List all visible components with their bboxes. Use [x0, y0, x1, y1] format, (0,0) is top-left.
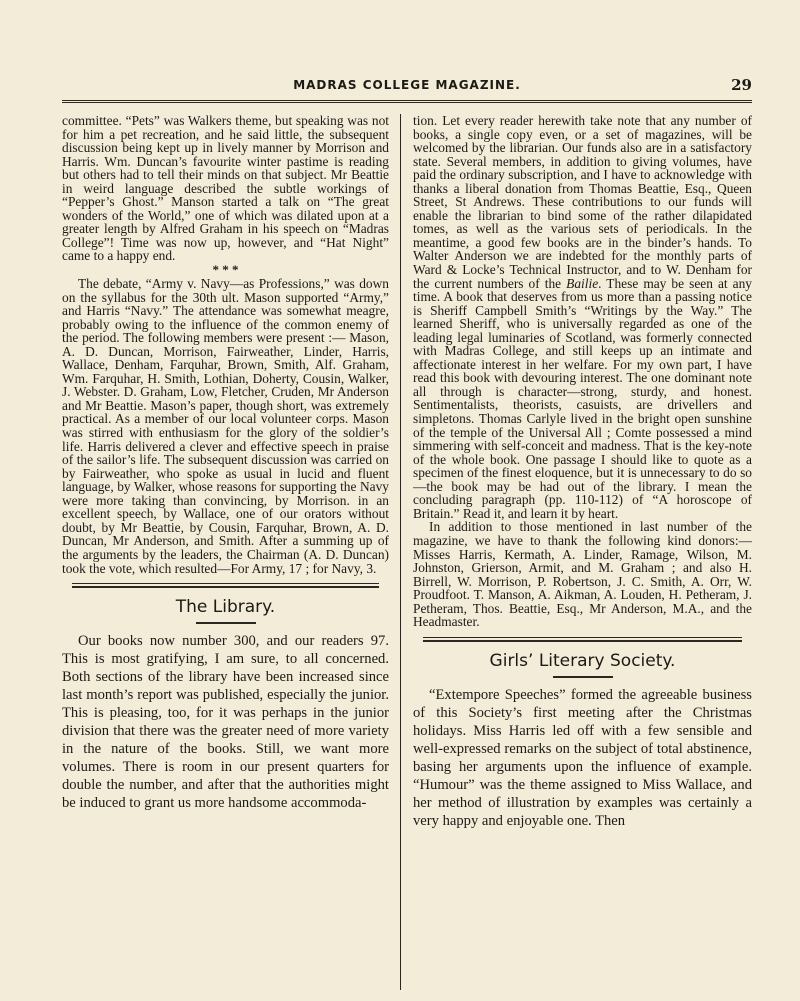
library-continuation-text: tion. Let every reader herewith take note that any number of books, a single copy even, or a set of magazines, will be welcomed by the librarian. Our funds also are in a satisfactory state. Several members, in addition to giving volumes, have paid the ordinary subscription, and I have to acknowledge with thanks a liberal donation from Thomas Beattie, Esq., Queen Street, St Andrews. These contributions to our funds will enable the librarian to bind some of the rather dilapidated tomes, as well as the various sets of periodicals. In the meantime, a good few books are in the binder’s hands. To Walter Anderson we are indebted for the monthly parts of Ward & Locke’s Technical Instructor, and to W. Denham for the current numbers of the — [413, 114, 752, 291]
page-header — [62, 70, 752, 103]
section-break-stars: * * * — [212, 262, 239, 278]
double-rule — [423, 637, 742, 642]
library-text — [62, 632, 389, 812]
running-title: MADRAS COLLEGE MAGAZINE. — [293, 78, 521, 92]
page-number: 29 — [731, 76, 752, 94]
library-continuation-text-2: . These may be seen at any time. A book that deserves from us more than a passing notice is Sheriff Campbell Smith’s “Writings by the Way.” The learned Sheriff, who is universally regarded as one of the leading legal luminaries of Scotland, was formerly connected with Madras College, and still keeps up an intimate and affectionate interest in her welfare. For my own part, I have read this book with devouring interest. The one dominant note all through is character—strong, sturdy, and honest. Sentimentalists, theorists, casuists, are drivellers and simpletons. Thomas Carlyle lived in the bright open sunshine of the temple of the Universal All ; Comte possessed a mind simmering with self-conceit and madness. That is the key-note of the whole book. One passage I should like to quote as a specimen of the finest eloquence, but it is unnecessary to do so—the book may be had out of the library. I mean the concluding paragraph (pp. 110-112) of “A horoscope of Britain.” Read it, and learn it by heart. — [413, 275, 752, 521]
magazine-page — [62, 70, 752, 990]
debate-paragraph: The debate, “Army v. Navy—as Professions,” was down on the syllabus for the 30th ult. Mason supported “Army,” and Harris “Navy.” The attendance was somewhat meagre, probably owing to the influence of the common enemy of the period. The following members were present :— Mason, A. D. Duncan, Morrison, Fairweather, Linder, Harris, Wallace, Denham, Farquhar, Brown, Smith, Alf. Graham, Wm. Farquhar, H. Smith, Lothian, Doherty, Cousin, Walker, J. Webster. D. Graham, Low, Fletcher, Cruden, Mr Anderson and Mr Beattie. Mason’s paper, though short, was extremely practical. As a member of our local volunteer corps. Mason was stirred with enthusiasm for the glory of the soldier’s life. Harris delivered a clever and effective speech in praise of the sailor’s life. The subsequent discussion was carried on by Fairweather, who spoke as usual in lucid and fluent language, by Walker, whose reasons for supporting the Navy were more taking than convincing, by Morrison. in an excellent speech, by Wallace, one of our orators without doubt, by Mr Beattie, by Cousin, Farquhar, Brown, A. D. Duncan, Mr Anderson, and Smith. After a summing up of the arguments by the leaders, the Chairman (A. D. Duncan) took the vote, which resulted—For Army, 17 ; for Navy, 3. — [62, 276, 389, 576]
bailie-title: Bailie — [566, 275, 599, 291]
society-heading-block — [413, 637, 752, 678]
double-rule — [72, 583, 379, 588]
hat-night-paragraph: committee. “Pets” was Walkers theme, but speaking was not for him a pet recreation, and he said little, the subsequent discussion being kept up in lively manner by Morrison and Harris. Wm. Duncan’s favourite winter pastime is reading but others had to tell their minds on that subject. Mr Beattie in weird language described the subtle workings of “Pepper’s Ghost.” Manson started a talk on “The great wonders of the World,” one of which was dilated upon at a greater length by Alfred Graham in his speech on “Madras College”! Time was now up, however, and “Hat Night” came to a happy end. — [62, 114, 389, 264]
donors-paragraph: In addition to those mentioned in last number of the magazine, we have to thank the following kind donors:—Misses Harris, Kermath, A. Linder, Ramage, Wilson, M. Johnston, Grierson, Armit, and M. Graham ; and also H. Birrell, W. Morrison, P. Robertson, J. C. Smith, A. Orr, W. Proudfoot. T. Manson, A. Aikman, A. Louden, H. Petheram, J. Petheram, Thos. Beattie, Esq., Mr Anderson, M.A., and the Headmaster. — [413, 519, 752, 630]
left-column — [62, 114, 389, 990]
society-heading: Girls’ Literary Society. — [489, 650, 676, 671]
society-paragraph: “Extempore Speeches” formed the agreeable business of this Society’s first meeting after the Christmas holidays. Miss Harris led off with a few sensible and well-expressed remarks on the subject of total abstinence, basing her arguments upon the influence of example. “Humour” was the theme assigned to Miss Wallace, and her method of illustration by examples was certainly a very happy and enjoyable one. Then — [413, 686, 752, 829]
library-heading: The Library. — [175, 597, 276, 618]
library-continuation-paragraph — [413, 114, 752, 520]
heading-underline — [553, 676, 613, 678]
column-divider — [400, 114, 401, 990]
library-paragraph: Our books now number 300, and our readers 97. This is most gratifying, I am sure, to all concerned. Both sections of the library have been increased since last month’s report was published, especially the junior. This is pleasing, too, for it was perhaps in the junior division that there was the greater need of more variety in the nature of the books. Still, we want more volumes. There is room in our present quarters for double the number, and after that the authorities might be induced to grant us more handsome accommoda- — [62, 633, 389, 812]
society-text — [413, 686, 752, 830]
heading-underline — [196, 622, 256, 624]
right-column — [413, 114, 752, 990]
two-column-body — [62, 114, 752, 990]
library-heading-block — [62, 583, 389, 624]
